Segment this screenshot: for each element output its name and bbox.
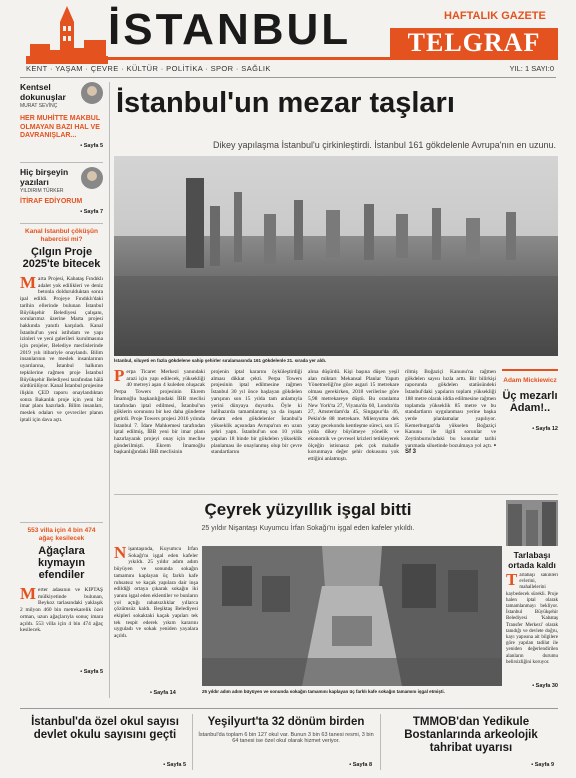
masthead-rule bbox=[108, 57, 558, 60]
page-reference: • Sayfa 12 bbox=[532, 426, 558, 432]
column-author: YILDIRIM TÜRKER bbox=[20, 188, 64, 194]
teaser-ozel-okul[interactable] bbox=[20, 712, 190, 770]
story-tarlabasi[interactable] bbox=[506, 500, 558, 689]
divider bbox=[502, 369, 558, 371]
story-kanal-istanbul[interactable] bbox=[20, 228, 103, 518]
text-column: alına düşürdü. Kişi başına düşen yeşil alan miktarı Mekansal Planlar Yapım Yönetmeliği'ne göre asgari 15 metrekare olması gerekirken, 2018 verilerine göre 5,98 metrekareye düştü. Bu oranlama New York'ta 27, Viyana'da 60, Londra'da 27, Amsterdam'da 45, Singapur'da 46, Pekin'de 88 metrekare. Milenyumu dek yatay gecekondu kentleşme süreci, son 15 yılda dikey büyümeye yönelik ve ekonomik ve çevresel krizleri tetikleyerek ölçeğin istisnasız pek çok mahalle korunmaya değer şehir dokusunu yok ettiğini anlatmıştı. bbox=[308, 369, 399, 463]
divider bbox=[20, 708, 558, 709]
story-title: Çılgın Proje 2025'te bitecek bbox=[22, 246, 101, 270]
drop-cap: M bbox=[20, 276, 37, 292]
story-title[interactable]: Çeyrek yüzyıllık işgal bitti bbox=[204, 500, 412, 519]
sidebar bbox=[20, 82, 110, 698]
section-list: KENT · YAŞAM · ÇEVRE · KÜLTÜR · POLİTİKA · SPOR · SAĞLIK bbox=[26, 64, 271, 73]
drop-cap: N bbox=[114, 546, 127, 562]
page-reference: • Sayfa 9 bbox=[531, 762, 554, 768]
teaser-title: TMMOB'dan Yedikule Bostanlarında arkeolojik tahribat uyarısı bbox=[404, 716, 538, 754]
story-body: Marta Projesi, Kabataş Fındıklı adalet yok edilikleri ve deniz betonla doldurulduktan sonra ipal edildi. Projeye Fındıklı'daki tarihin ellerinde bulunan İstanbul Büyükşehir Belediyesi çalışanı, sorularımız üzerine Marta projesi hakkında yanıtlı karşıladı. Kanal İstanbul'un yeni istihdam ve yapı izinleri ve yeni galerileri kurulmasına için projeler, Belediye meclislerinde 2019 yılı itibariyle onaylandı. Bilim insanlarının ve meslek insanlarının uyarılarına, İstanbul halkının tepkilerine rağmen proje İstanbul Büyükşehir Belediyesi tarafından hâlâ sürdürülüyor. Kanal İstanbul projesine ilişkin ÇED raporu onaylandıktan sonra Bakanlık proje için yeni bir imar planı hazırladı. Bilim insanları, meslek odaları ve çevreciler planın iptali için dava açtı. bbox=[20, 276, 103, 423]
issue-number: YIL: 1 SAYI:0 bbox=[509, 64, 554, 73]
divider bbox=[192, 714, 193, 770]
galata-tower-logo-icon bbox=[26, 4, 108, 66]
divider bbox=[20, 522, 103, 523]
teaser-title: Yeşilyurt'ta 32 dönüm birden bbox=[207, 716, 365, 728]
divider bbox=[380, 714, 381, 770]
story-body: Merter adasının ve KİPTAŞ mülkiyetinde bulunan, Beykoz tarlasındaki yaklaşık 2 milyon 460 bin metrekarelik özel orman, uzun ağaçlarıyla sonuç imara açıldı. 553 villa için 4 bin 474 ağaç kesilecek. bbox=[20, 587, 103, 634]
main-headline[interactable]: İstanbul'un mezar taşları bbox=[116, 87, 455, 119]
column-hic-birseyin[interactable] bbox=[20, 167, 103, 219]
text-column: Perpa Ticaret Merkezi yanındaki arazi için yapı edilecek, yüksekliği 40 metreyi aşan 4 kuleden oluşacak Perpa Towers projesinin Ekrem İmamoğlu başkanlığındaki İBB meclisi tarafından iptal edilmesi, İstanbul'un göklerin sorununu bir kez daha gündeme getirdi. Proje Towers projesi 2016 yılında İstanbul 7. İdare Mahkemesi tarafından iptal edilmiş, İBB yeni bir imar planı hazırlayarak projeyi onay için meclise gönderilmişti. Ekrem İmamoğlu başkanlığındaki İBB meclisinin bbox=[114, 366, 205, 456]
story-title: Tarlabaşı ortada kaldı bbox=[508, 550, 556, 570]
column-author: MURAT SEVİNÇ bbox=[20, 103, 58, 109]
column-headline: HER MUHİTTE MAKBUL OLMAYAN BAZI HAL VE DAVRANIŞLAR... bbox=[20, 115, 100, 139]
divider bbox=[20, 162, 103, 163]
teaser-title: İstanbul'da özel okul sayısı devlet okulu sayısını geçti bbox=[31, 716, 179, 741]
street-photo bbox=[202, 546, 502, 686]
story-agac[interactable] bbox=[20, 527, 103, 695]
author-avatar bbox=[81, 82, 103, 104]
teaser-tmmob[interactable] bbox=[384, 712, 558, 770]
text-column: rilmiş Boğaziçi Kanunu'na rağmen gökdelen sayısı hızla arttı. Bir bilirkişi raporunda gökdelen statüsündeki İstanbul'daki yapıların toplam yüksekliği 188 metre olarak iddia edilmesine rağmen toplamda yükseklik 85 metre ve bu standartların uygulanması yerine başka yerde planlamalar yapılıyor. Kemerburgaz'da yükselen Boğaziçi Kanunu ile ilgili sorunlar ve Zeytinburnu'ndaki bu konutlar tarihi yarımada siluetinde bozulmaya yol açtı. • Sf 3 bbox=[405, 369, 496, 456]
page-reference: • Sayfa 8 bbox=[349, 762, 372, 768]
divider bbox=[20, 77, 556, 78]
teaser-yesilyurt[interactable] bbox=[196, 712, 376, 770]
column-kentsel[interactable] bbox=[20, 82, 103, 158]
story-body: Nişantaşında, Kuyumcu İrfan Sokağı'nı işgal eden kafeler yıkıldı. 25 yıldır adım adım büyüyen ve sonunda sokağın tamamını kaplayan üç farklı kafe ruhsatsız ve kaçak yapılara dair inşa edildiği ortaya çıkarak sokağın iki yanını işgal eden eklentiler ve bunların yol açtığı rahatsızlıklar yıllarca çözümsüz kaldı. Beşiktaş Belediyesi ekipleri sokaktaki kaçak yapıları tek tek tespit ederek yıkım kararını uyguladı ve sokak yeniden yayalara açıldı. bbox=[114, 546, 198, 640]
masthead bbox=[0, 0, 576, 78]
page-reference: • Sayfa 30 bbox=[532, 683, 558, 689]
photo-caption: İstanbul, siluyeti en fazla gökdelene sahip şehirler sıralamasında 161 gökdelenle 21. sırada yer aldı. bbox=[114, 358, 327, 363]
teaser-description: İstanbul'da toplam 6 bin 127 okul var. Bunun 3 bin 63 tanesi resmi, 3 bin 64 tanesi ise özel okul olarak hizmet veriyor. bbox=[198, 732, 374, 744]
skyline-photo bbox=[114, 156, 558, 356]
page-reference: • Sf 3 bbox=[405, 442, 496, 456]
weekly-label: HAFTALIK GAZETE bbox=[444, 10, 546, 22]
page-reference: • Sayfa 5 bbox=[80, 669, 103, 675]
column-title: Kentsel dokunuşlar bbox=[20, 82, 66, 102]
page-reference: • Sayfa 7 bbox=[80, 208, 103, 215]
story-body: Tarlabaşı sakinleri evlerini, mahallelerini kaybedecek sürekli. Proje halen iptal olarak tamamlanmayı bekliyor. İstanbul Büyükşehir Belediyesi 'Kabataş Transfer Merkezi' olarak tanıdığı ve devlete doğru, kayı yapısına ait bilgilere göre yapılan tadilat ile yeniden değerlendirilen alanların durumu belirsizliğini koruyor. bbox=[506, 573, 558, 665]
story-title: Ağaçlara kıymayın efendiler bbox=[37, 545, 86, 581]
telgraf-banner: TELGRAF bbox=[390, 28, 558, 58]
story-adam-mickiewicz[interactable] bbox=[502, 369, 558, 493]
divider bbox=[114, 494, 558, 495]
divider bbox=[20, 223, 103, 224]
column-title: Hiç birşeyin yazıları bbox=[20, 167, 69, 187]
tarlabasi-photo bbox=[506, 500, 558, 546]
story-subtitle: 25 yıldır Nişantaşı Kuyumcu İrfan Sokağı'nı işgal eden kafeler yıkıldı. bbox=[201, 525, 415, 532]
main-story-body bbox=[114, 366, 496, 485]
drop-cap: T bbox=[506, 573, 518, 589]
column-headline: İTİRAF EDİYORUM bbox=[20, 198, 83, 205]
brand-title: İSTANBUL bbox=[108, 5, 352, 54]
drop-cap: M bbox=[20, 587, 37, 603]
story-kicker: Kanal İstanbul çöküşün habercisi mi? bbox=[25, 228, 98, 243]
page-reference: • Sayfa 14 bbox=[150, 690, 176, 696]
story-title: Üç mezarlı Adam!.. bbox=[502, 390, 558, 414]
page-reference: • Sayfa 5 bbox=[163, 762, 186, 768]
story-kicker: Adam Mickiewicz bbox=[503, 377, 557, 384]
photo-caption: 25 yıldır adım adım büyüyen ve sonunda sokağın tamamını kaplayan üç farklı kafe sokağın tamamını işgal etmişti. bbox=[202, 689, 445, 694]
author-avatar bbox=[81, 167, 103, 189]
story-kicker: 553 villa için 4 bin 474 ağaç kesilecek bbox=[27, 527, 96, 542]
main-subhead: Dikey yapılaşma İstanbul'u çirkinleştirdi. İstanbul 161 gökdelenle Avrupa'nın en uzunu. bbox=[213, 140, 556, 150]
page-reference: • Sayfa 5 bbox=[80, 142, 103, 149]
text-column: projenin iptal kararını öyküleştirdiği alması dikkat çekti. Perpa Towers projesinin iptal edilmesine rağmen İstanbul 30 yıl önce başlayan gökdelen yarışının son 15 yılda tam anlamıyla yerini dünyaya duyurdu. Öyle ki halihazırda tamamlanmış ya da inşaatı devam eden gökdelenler İstanbul'a yükseklik açısından Avrupa'nın en uzun şehri yaptı. İstanbul'un son 10 yılda yapılan 18 binde bir gökdelen yükseklik planlaması ile onaylanmış olup bir çevre standartlarını bbox=[211, 369, 302, 456]
drop-cap: P bbox=[114, 366, 125, 385]
